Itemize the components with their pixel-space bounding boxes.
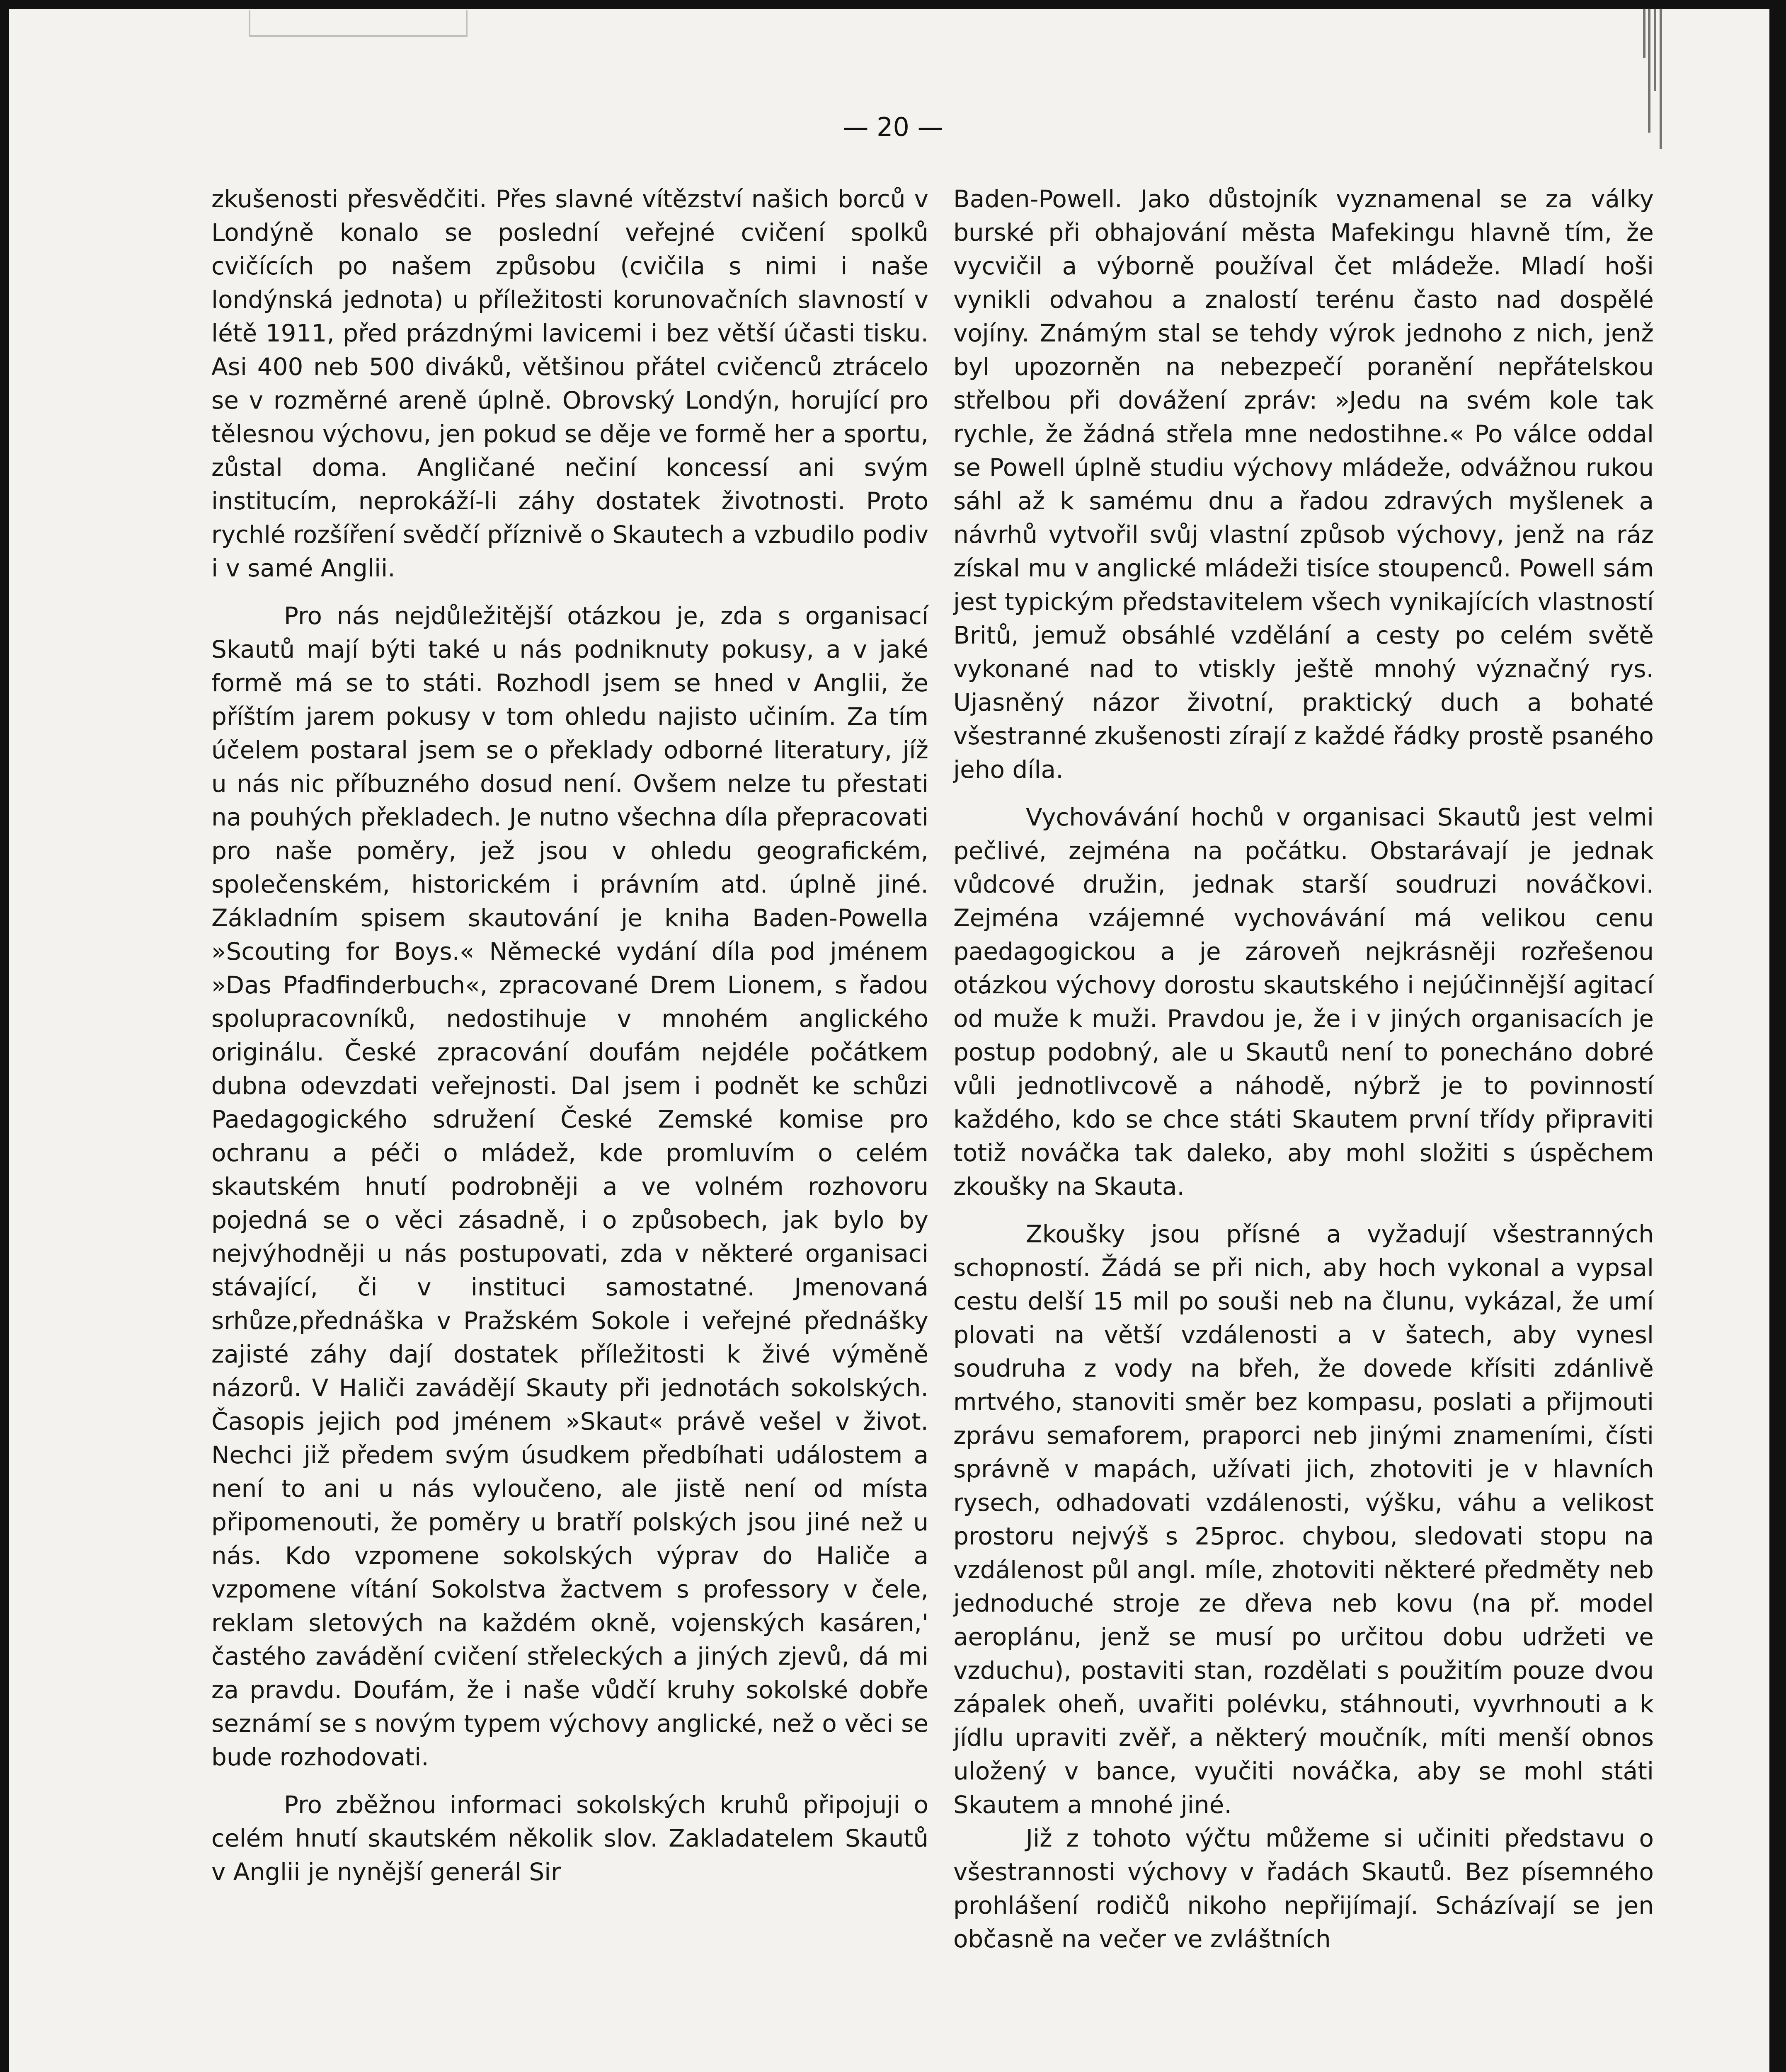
paragraph: Již z tohoto výčtu můžeme si učiniti představu o všestrannosti výchovy v řadách Skautů. Bez písemného prohlášení rodičů nikoho nepřijímají. Scházívají se jen občasně na večer ve zvláštních bbox=[953, 1824, 1654, 1953]
paragraph: Zkoušky jsou přísné a vyžadují všestranných schopností. Žádá se při nich, aby hoch vykonal a vypsal cestu delší 15 mil po souši neb na člunu, vykázal, že umí plovati na větší vzdálenosti a v šatech, aby vynesl soudruha z vody na břeh, že dovede křísiti zdánlivě mrtvého, stanoviti směr bez kompasu, poslati a přijmouti zprávu semaforem, praporci neb jinými znameními, čísti správně v mapách, užívati jich, zhotoviti je v hlavních rysech, odhadovati vzdálenosti, výšku, váhu a velikost prostoru nejvýš s 25proc. chybou, sledovati stopu na vzdálenost půl angl. míle, zhotoviti některé předměty neb jednoduché stroje ze dřeva neb kovu (na př. model aeroplánu, jenž se musí po určitou dobu udržeti ve vzduchu), postaviti stan, rozdělati s použitím pouze dvou zápalek oheň, uvařiti polévku, stáhnouti, vyvrhnouti a k jídlu upraviti zvěř, a některý moučník, míti menší obnos uložený v bance, vyučiti nováčka, aby se mohl státi Skautem a mnohé jiné. bbox=[953, 1220, 1654, 1819]
faded-stamp-mark bbox=[249, 10, 468, 37]
left-column bbox=[211, 182, 928, 1889]
scan-border-top bbox=[0, 0, 1786, 9]
paragraph: Pro nás nejdůležitější otázkou je, zda s organisací Skautů mají býti také u nás podniknuty pokusy, a v jaké formě má se to státi. Rozhodl jsem se hned v Anglii, že příštím jarem pokusy v tom ohledu najisto učiním. Za tím účelem postaral jsem se o překlady odborné literatury, jíž u nás nic příbuzného dosud není. Ovšem nelze tu přestati na pouhých překladech. Je nutno všechna díla přepracovati pro naše poměry, jež jsou v ohledu geografickém, společenském, historickém i právním atd. úplně jiné. Základním spisem skautování je kniha Baden-Powella »Scouting for Boys.« Německé vydání díla pod jménem »Das Pfadfinderbuch«, zpracované Drem Lionem, s řadou spolupracovníků, nedostihuje v mnohém anglického originálu. České zpracování doufám nejdéle počátkem dubna odevzdati veřejnosti. Dal jsem i podnět ke schůzi Paedagogického sdružení České Zemské komise pro ochranu a péči o mládež, kde promluvím o celém skautském hnutí podrobněji a ve volném rozhovoru pojedná se o věci zásadně, i o způsobech, jak bylo by nejvýhodněji u nás postupovati, zda v některé organisaci stávající, či v instituci samostatné. Jmenovaná srhůze,přednáška v Pražském Sokole i veřejné přednášky zajisté záhy dají dostatek příležitosti k živé výměně názorů. V Haliči zavádějí Skauty při jednotách sokolských. Časopis jejich pod jménem »Skaut« právě vešel v život. Nechci již předem svým úsudkem předbíhati událostem a není to ani u nás vyloučeno, ale jistě není od místa připomenouti, že poměry u bratří polských jsou jiné než u nás. Kdo vzpomene sokolských výprav do Haliče a vzpomene vítání Sokolstva žactvem s professory v čele, reklam sletových na každém okně, vojenských kasáren,' častého zavádění cvičení střeleckých a jiných zjevů, dá mi za pravdu. Doufám, že i naše vůdčí kruhy sokolské dobře seznámí se s novým typem výchovy anglické, než o věci se bude rozhodovati. bbox=[211, 602, 928, 1771]
paragraph: Vychovávání hochů v organisaci Skautů jest velmi pečlivé, zejména na počátku. Obstarávají je jednak vůdcové družin, jednak starší soudruzi nováčkovi. Zejména vzájemné vychovávání má velikou cenu paedagogickou a je zároveň nejkrásněji rozřešenou otázkou výchovy dorostu skautského i nejúčinnější agitací od muže k muži. Pravdou je, že i v jiných organisacích je postup podobný, ale u Skautů není to ponecháno dobré vůli jednotlivcově a náhodě, nýbrž je to povinností každého, kdo se chce státi Skautem první třídy připraviti totiž nováčka tak daleko, aby mohl složiti s úspěchem zkoušky na Skauta. bbox=[953, 803, 1654, 1201]
paragraph: Baden-Powell. Jako důstojník vyznamenal se za války burské při obhajování města Mafekingu hlavně tím, že vycvičil a výborně používal čet mládeže. Mladí hoši vynikli odvahou a znalostí terénu často nad dospělé vojíny. Známým stal se tehdy výrok jednoho z nich, jenž byl upozorněn na nebezpečí poranění nepřátelskou střelbou při dovážení zpráv: »Jedu na svém kole tak rychle, že žádná střela mne nedostihne.« Po válce oddal se Powell úplně studiu výchovy mládeže, odvážnou rukou sáhl až k samému dnu a řadou zdravých myšlenek a návrhů vytvořil svůj vlastní způsob výchovy, jenž na ráz získal mu v anglické mládeži tisíce stoupenců. Powell sám jest typickým představitelem všech vynikajících vlastností Britů, jemuž obsáhlé vzdělání a cesty po celém světě vykonané nad to vtiskly ještě mnohý význačný rys. Ujasněný názor životní, praktický duch a bohaté všestranné zkušenosti zírají z každé řádky prostě psaného jeho díla. bbox=[953, 185, 1654, 784]
right-column bbox=[953, 182, 1654, 1956]
paragraph: zkušenosti přesvědčiti. Přes slavné vítězství našich borců v Londýně konalo se poslední veřejné cvičení spolků cvičících po našem způsobu (cvičila s nimi i naše londýnská jednota) u příležitosti korunovačních slavností v létě 1911, před prázdnými lavicemi i bez větší účasti tisku. Asi 400 neb 500 diváků, většinou přátel cvičenců ztrácelo se v rozměrné areně úplně. Obrovský Londýn, horující pro tělesnou výchovu, jen pokud se děje ve formě her a sportu, zůstal doma. Angličané nečiní koncessí ani svým institucím, neprokáží-li záhy dostatek životnosti. Proto rychlé rozšíření svědčí příznivě o Skautech a vzbudilo podiv i v samé Anglii. bbox=[211, 185, 928, 582]
paragraph: Pro zběžnou informaci sokolských kruhů připojuji o celém hnutí skautském několik slov. Zakladatelem Skautů v Anglii je nynější generál Sir bbox=[211, 1791, 928, 1886]
page-number: — 20 — bbox=[843, 112, 943, 142]
scan-border-right bbox=[1769, 0, 1786, 2072]
scan-border-left bbox=[0, 0, 9, 2072]
